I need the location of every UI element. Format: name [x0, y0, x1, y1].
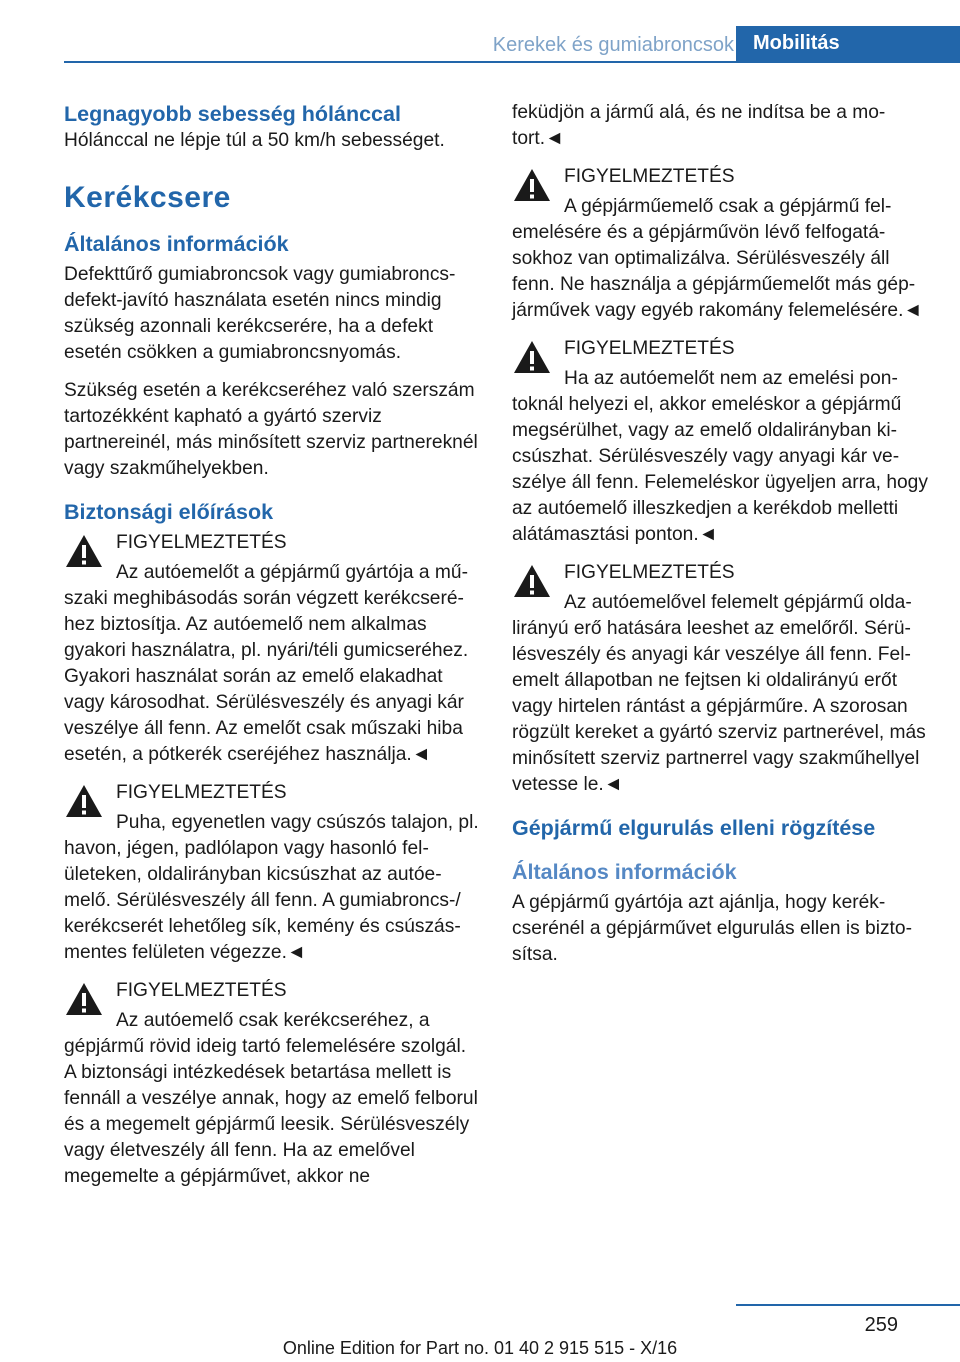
- warning-title: FIGYELMEZTETÉS: [116, 532, 287, 553]
- continued-warning-text: feküdjön a jármű alá, és ne indítsa be a motort.◄: [512, 102, 886, 149]
- warning-block: [512, 164, 928, 324]
- warning-triangle-icon: [64, 783, 104, 819]
- roll-away-heading: Gépjármű elgurulás elleni rögzítése: [512, 816, 876, 840]
- warning-block: [64, 780, 480, 966]
- right-column: [512, 100, 928, 980]
- warning-text: Az autóemelő csak kerékcseréhez, a gépjármű rövid ideig tartó felemelésére szolgál. A biztonsági intézkedések betartása mellett is fennáll a veszélye annak, hogy az emelő felborul és a megemelt gépjármű leesik. Sérülésveszély vagy életveszély áll fenn. Ha az emelővel megemelte a gépjárművet, akkor ne: [64, 1010, 478, 1187]
- warning-block: [64, 530, 480, 768]
- general-info-paragraph-2: Szükség esetén a kerékcseréhez való szerszám tartozékként kapható a gyártó szerviz partnereinél, más minősített szerviz partnereknél vagy szakműhelyekben.: [64, 380, 478, 479]
- footer-rule: [736, 1304, 960, 1306]
- wheel-change-heading: Kerékcsere: [64, 181, 231, 214]
- edition-footer: Online Edition for Part no. 01 40 2 915 515 - X/16: [282, 1338, 678, 1358]
- warning-text: Az autóemelőt a gépjármű gyártója a műszaki meghibásodás során végzett kerékcseréhez biztosítja. Az autóemelő nem alkalmas gyakori használatra, pl. nyári/téli gumicseréhez. Gyakori használat során az emelő elakadhat vagy károsodhat. Sérülésveszély és anyagi kár veszélye áll fenn. Az emelőt csak műszaki hiba esetén, a pótkerék cseréjéhez használja.◄: [64, 562, 469, 765]
- warning-title: FIGYELMEZTETÉS: [116, 980, 287, 1001]
- warning-block: [512, 560, 928, 798]
- header-section-title: Kerekek és gumiabroncsok: [492, 34, 734, 56]
- header-rule: [64, 61, 960, 63]
- warning-title: FIGYELMEZTETÉS: [564, 562, 735, 583]
- warning-triangle-icon: [512, 563, 552, 599]
- warning-block: [512, 336, 928, 548]
- warning-text: Az autóemelővel felemelt gépjármű oldalirányú erő hatására leeshet az emelőről. Sérülésveszély és anyagi kár veszélye áll fenn. Felemelt állapotban ne fejtsen ki oldalirányú erőt vagy hirtelen rántást a gépjárműre. A szorosan rögzült kereket a gyártó szerviz partnerével, más minősített szerviz partnerrel vagy szakműhellyel vetesse le.◄: [512, 592, 926, 795]
- header-chapter-tab: Mobilitás: [736, 26, 960, 62]
- page-number: 259: [864, 1314, 898, 1336]
- warning-block: [64, 978, 480, 1190]
- safety-rules-heading: Biztonsági előírások: [64, 500, 274, 524]
- roll-away-general-heading: Általános információk: [512, 860, 737, 884]
- snow-chain-speed-heading: Legnagyobb sebesség hólánccal: [64, 102, 401, 126]
- general-info-paragraph-1: Defekttűrő gumiabroncsok vagy gumiabroncsdefekt-javító használata esetén nincs mindig szükség azonnali kerékcserére, ha a defekt esetén csökken a gumiabroncsnyomás.: [64, 264, 456, 363]
- warning-title: FIGYELMEZTETÉS: [564, 338, 735, 359]
- warning-title: FIGYELMEZTETÉS: [564, 166, 735, 187]
- warning-title: FIGYELMEZTETÉS: [116, 782, 287, 803]
- warning-text: Puha, egyenetlen vagy csúszós talajon, pl. havon, jégen, padlólapon vagy hasonló felületeken, oldalirányban kicsúszhat az autóemelő. Sérülésveszély áll fenn. A gumiabroncs-/ kerékcserét lehetőleg sík, kemény és csúszásmentes felületen végezze.◄: [64, 812, 479, 963]
- snow-chain-speed-text: Hólánccal ne lépje túl a 50 km/h sebességet.: [64, 130, 445, 151]
- left-column: [64, 100, 480, 1202]
- warning-triangle-icon: [64, 981, 104, 1017]
- warning-triangle-icon: [512, 167, 552, 203]
- warning-triangle-icon: [512, 339, 552, 375]
- warning-text: Ha az autóemelőt nem az emelési pontoknál helyezi el, akkor emeléskor a gépjármű megsérülhet, vagy az emelő oldalirányban kicsúszhat. Sérülésveszély vagy anyagi kár veszélye áll fenn. Felemeléskor ügyeljen arra, hogy az autóemelő illeszkedjen a kerékdob melletti alátámasztási ponton.◄: [512, 368, 928, 545]
- warning-text: A gépjárműemelő csak a gépjármű felemelésére és a gépjárművön lévő felfogatásokhoz van optimalizálva. Sérülésveszély áll fenn. Ne használja a gépjárműemelőt más gépjárművek vagy egyéb rakomány felemelésére.◄: [512, 196, 923, 321]
- warning-triangle-icon: [64, 533, 104, 569]
- general-info-heading: Általános információk: [64, 232, 289, 256]
- roll-away-paragraph: A gépjármű gyártója azt ajánlja, hogy kerékcserénél a gépjárművet elgurulás ellen is biztosítsa.: [512, 892, 912, 965]
